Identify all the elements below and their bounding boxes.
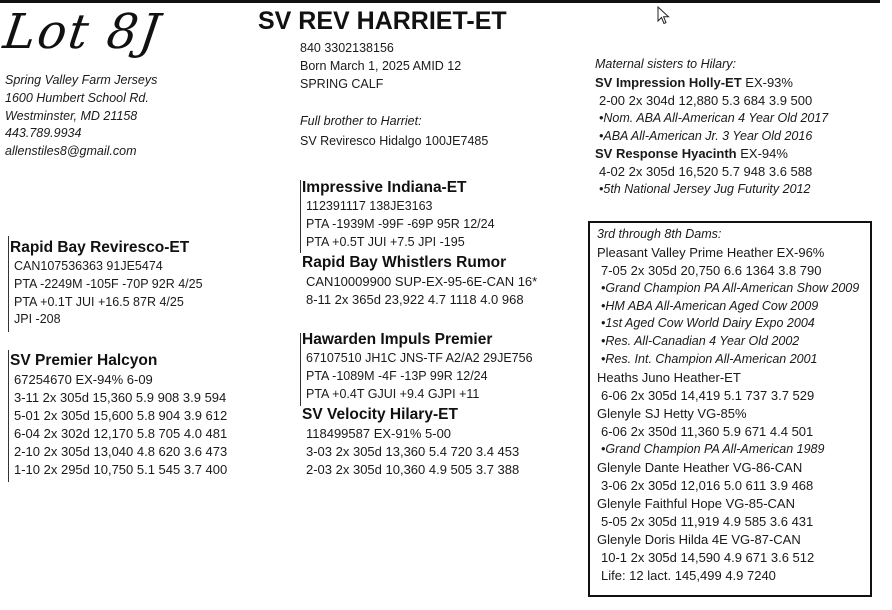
maternal-sisters — [595, 56, 828, 199]
dam-5-record: 6-06 2x 350d 11,360 5.9 671 4.4 501 — [601, 423, 814, 439]
dam-3-name: Pleasant Valley Prime Heather EX-96% — [597, 244, 825, 260]
sire-name: Rapid Bay Reviresco-ET — [10, 239, 190, 256]
dam-name: SV Premier Halcyon — [10, 352, 158, 369]
dam-5-award: •Grand Champion PA All-American 1989 — [601, 441, 825, 456]
animal-name-title: SV REV HARRIET-ET — [258, 7, 507, 35]
sire-dam-record: 8-11 2x 365d 23,922 4.7 1118 4.0 968 — [306, 292, 524, 307]
sire-sire-pta-1: PTA -1939M -99F -69P 95R 12/24 — [306, 216, 495, 231]
dam-sire-pta-1: PTA -1089M -4F -13P 99R 12/24 — [306, 368, 488, 383]
dam-dam-record-2: 2-03 2x 305d 10,360 4.9 505 3.7 388 — [306, 462, 520, 477]
dam-sire-bracket — [300, 333, 301, 406]
consignor-city: Westminster, MD 21158 — [5, 108, 138, 123]
dam-record-2: 5-01 2x 305d 15,600 5.8 904 3.9 612 — [14, 408, 228, 423]
consignor-email: allenstiles8@gmail.com — [5, 144, 137, 159]
sister-2-score: EX-94% — [736, 146, 788, 162]
sister-2-title — [595, 145, 828, 163]
dam-block — [10, 351, 227, 479]
dam-sire-name: Hawarden Impuls Premier — [302, 331, 493, 348]
full-brother-name: SV Reviresco Hidalgo 100JE7485 — [300, 133, 489, 148]
dam-6-name: Glenyle Dante Heather VG-86-CAN — [597, 459, 803, 475]
dam-5-name: Glenyle SJ Hetty VG-85% — [597, 405, 747, 421]
sire-dam-block — [302, 253, 537, 309]
registration-number: 840 3302138156 — [300, 41, 394, 55]
sire-pta-1: PTA -2249M -105F -70P 92R 4/25 — [14, 276, 203, 291]
dams-3-8-heading: 3rd through 8th Dams: — [597, 227, 722, 241]
dam-4-record: 6-06 2x 305d 14,419 5.1 737 3.7 529 — [601, 387, 815, 403]
sire-sire-block — [302, 178, 495, 251]
dam-dam-record-1: 3-03 2x 305d 13,360 5.4 720 3.4 453 — [306, 444, 520, 459]
sister-1-name: SV Impression Holly-ET — [595, 74, 742, 90]
sister-1-award-1: •Nom. ABA All-American 4 Year Old 2017 — [599, 110, 829, 125]
sister-2-name: SV Response Hyacinth — [595, 146, 737, 162]
class-label: SPRING CALF — [300, 76, 384, 91]
dam-3-award-4: •Res. All-Canadian 4 Year Old 2002 — [601, 334, 800, 349]
dam-dam-block — [302, 405, 519, 479]
full-brother-heading: Full brother to Harriet: — [300, 114, 422, 128]
sister-1-record: 2-00 2x 304d 12,880 5.3 684 3.9 500 — [599, 92, 813, 108]
sister-2-award-1: •5th National Jersey Jug Futurity 2012 — [599, 182, 811, 197]
sister-1-score: EX-93% — [741, 74, 793, 90]
dam-dam-registration: 118499587 EX-91% 5-00 — [306, 426, 452, 441]
sire-dam-name: Rapid Bay Whistlers Rumor — [302, 254, 507, 271]
sire-sire-bracket — [300, 180, 301, 253]
animal-info — [300, 40, 461, 93]
dam-7-record: 5-05 2x 305d 11,919 4.9 585 3.6 431 — [601, 513, 814, 529]
dam-sire-pta-2: PTA +0.4T GJUI +9.4 GJPI +11 — [306, 386, 480, 401]
consignor-info — [5, 72, 157, 161]
dam-8-record: 10-1 2x 305d 14,590 4.9 671 3.6 512 — [601, 549, 815, 565]
dam-3-award-5: •Res. Int. Champion All-American 2001 — [601, 351, 818, 366]
dam-record-3: 6-04 2x 302d 12,170 5.8 705 4.0 481 — [14, 426, 228, 441]
full-brother — [300, 113, 488, 151]
dam-3-award-2: •HM ABA All-American Aged Cow 2009 — [601, 298, 819, 313]
sire-dam-registration: CAN10009900 SUP-EX-95-6E-CAN 16* — [306, 274, 538, 289]
sire-sire-pta-2: PTA +0.5T JUI +7.5 JPI -195 — [306, 234, 465, 249]
dam-record-4: 2-10 2x 305d 13,040 4.8 620 3.6 473 — [14, 444, 228, 459]
dam-record-1: 3-11 2x 305d 15,360 5.9 908 3.9 594 — [14, 390, 227, 405]
sire-bracket — [8, 236, 9, 332]
sister-2-record: 4-02 2x 305d 16,520 5.7 948 3.6 588 — [599, 164, 813, 180]
top-rule — [0, 0, 880, 3]
dam-sire-registration: 67107510 JH1C JNS-TF A2/A2 29JE756 — [306, 351, 533, 365]
consignor-phone: 443.789.9934 — [5, 126, 82, 141]
sire-sire-registration: 112391117 138JE3163 — [306, 199, 433, 213]
consignor-address: 1600 Humbert School Rd. — [5, 90, 149, 105]
sire-pta-2: PTA +0.1T JUI +16.5 87R 4/25 — [14, 294, 184, 309]
dam-8-name: Glenyle Doris Hilda 4E VG-87-CAN — [597, 531, 801, 547]
dam-dam-name: SV Velocity Hilary-ET — [302, 406, 458, 423]
dam-8-lifetime: Life: 12 lact. 145,499 4.9 7240 — [601, 567, 776, 583]
sister-1-award-2: •ABA All-American Jr. 3 Year Old 2016 — [599, 128, 813, 143]
birth-date: Born March 1, 2025 AMID 12 — [300, 58, 462, 73]
lot-number: Lot 8J — [0, 4, 166, 60]
sister-1-title — [595, 74, 828, 92]
dam-3-award-1: •Grand Champion PA All-American Show 2009 — [601, 280, 860, 295]
maternal-sisters-heading: Maternal sisters to Hilary: — [595, 57, 737, 71]
consignor-farm: Spring Valley Farm Jerseys — [5, 73, 158, 87]
dam-registration: 67254670 EX-94% 6-09 — [14, 372, 153, 387]
sire-block — [10, 238, 203, 329]
dam-4-name: Heaths Juno Heather-ET — [597, 369, 741, 385]
dams-3-8 — [597, 226, 859, 585]
dam-sire-block — [302, 330, 533, 403]
dam-6-record: 3-06 2x 305d 12,016 5.0 611 3.9 468 — [601, 477, 814, 493]
sire-jpi: JPI -208 — [14, 312, 61, 327]
dam-bracket — [8, 350, 9, 482]
dam-7-name: Glenyle Faithful Hope VG-85-CAN — [597, 495, 795, 511]
dam-3-award-3: •1st Aged Cow World Dairy Expo 2004 — [601, 316, 815, 331]
dam-3-record: 7-05 2x 305d 20,750 6.6 1364 3.8 790 — [601, 262, 822, 278]
mouse-pointer-icon — [657, 6, 671, 26]
sire-registration: CAN107536363 91JE5474 — [14, 259, 163, 273]
dam-record-5: 1-10 2x 295d 10,750 5.1 545 3.7 400 — [14, 462, 228, 477]
sire-sire-name: Impressive Indiana-ET — [302, 179, 467, 196]
